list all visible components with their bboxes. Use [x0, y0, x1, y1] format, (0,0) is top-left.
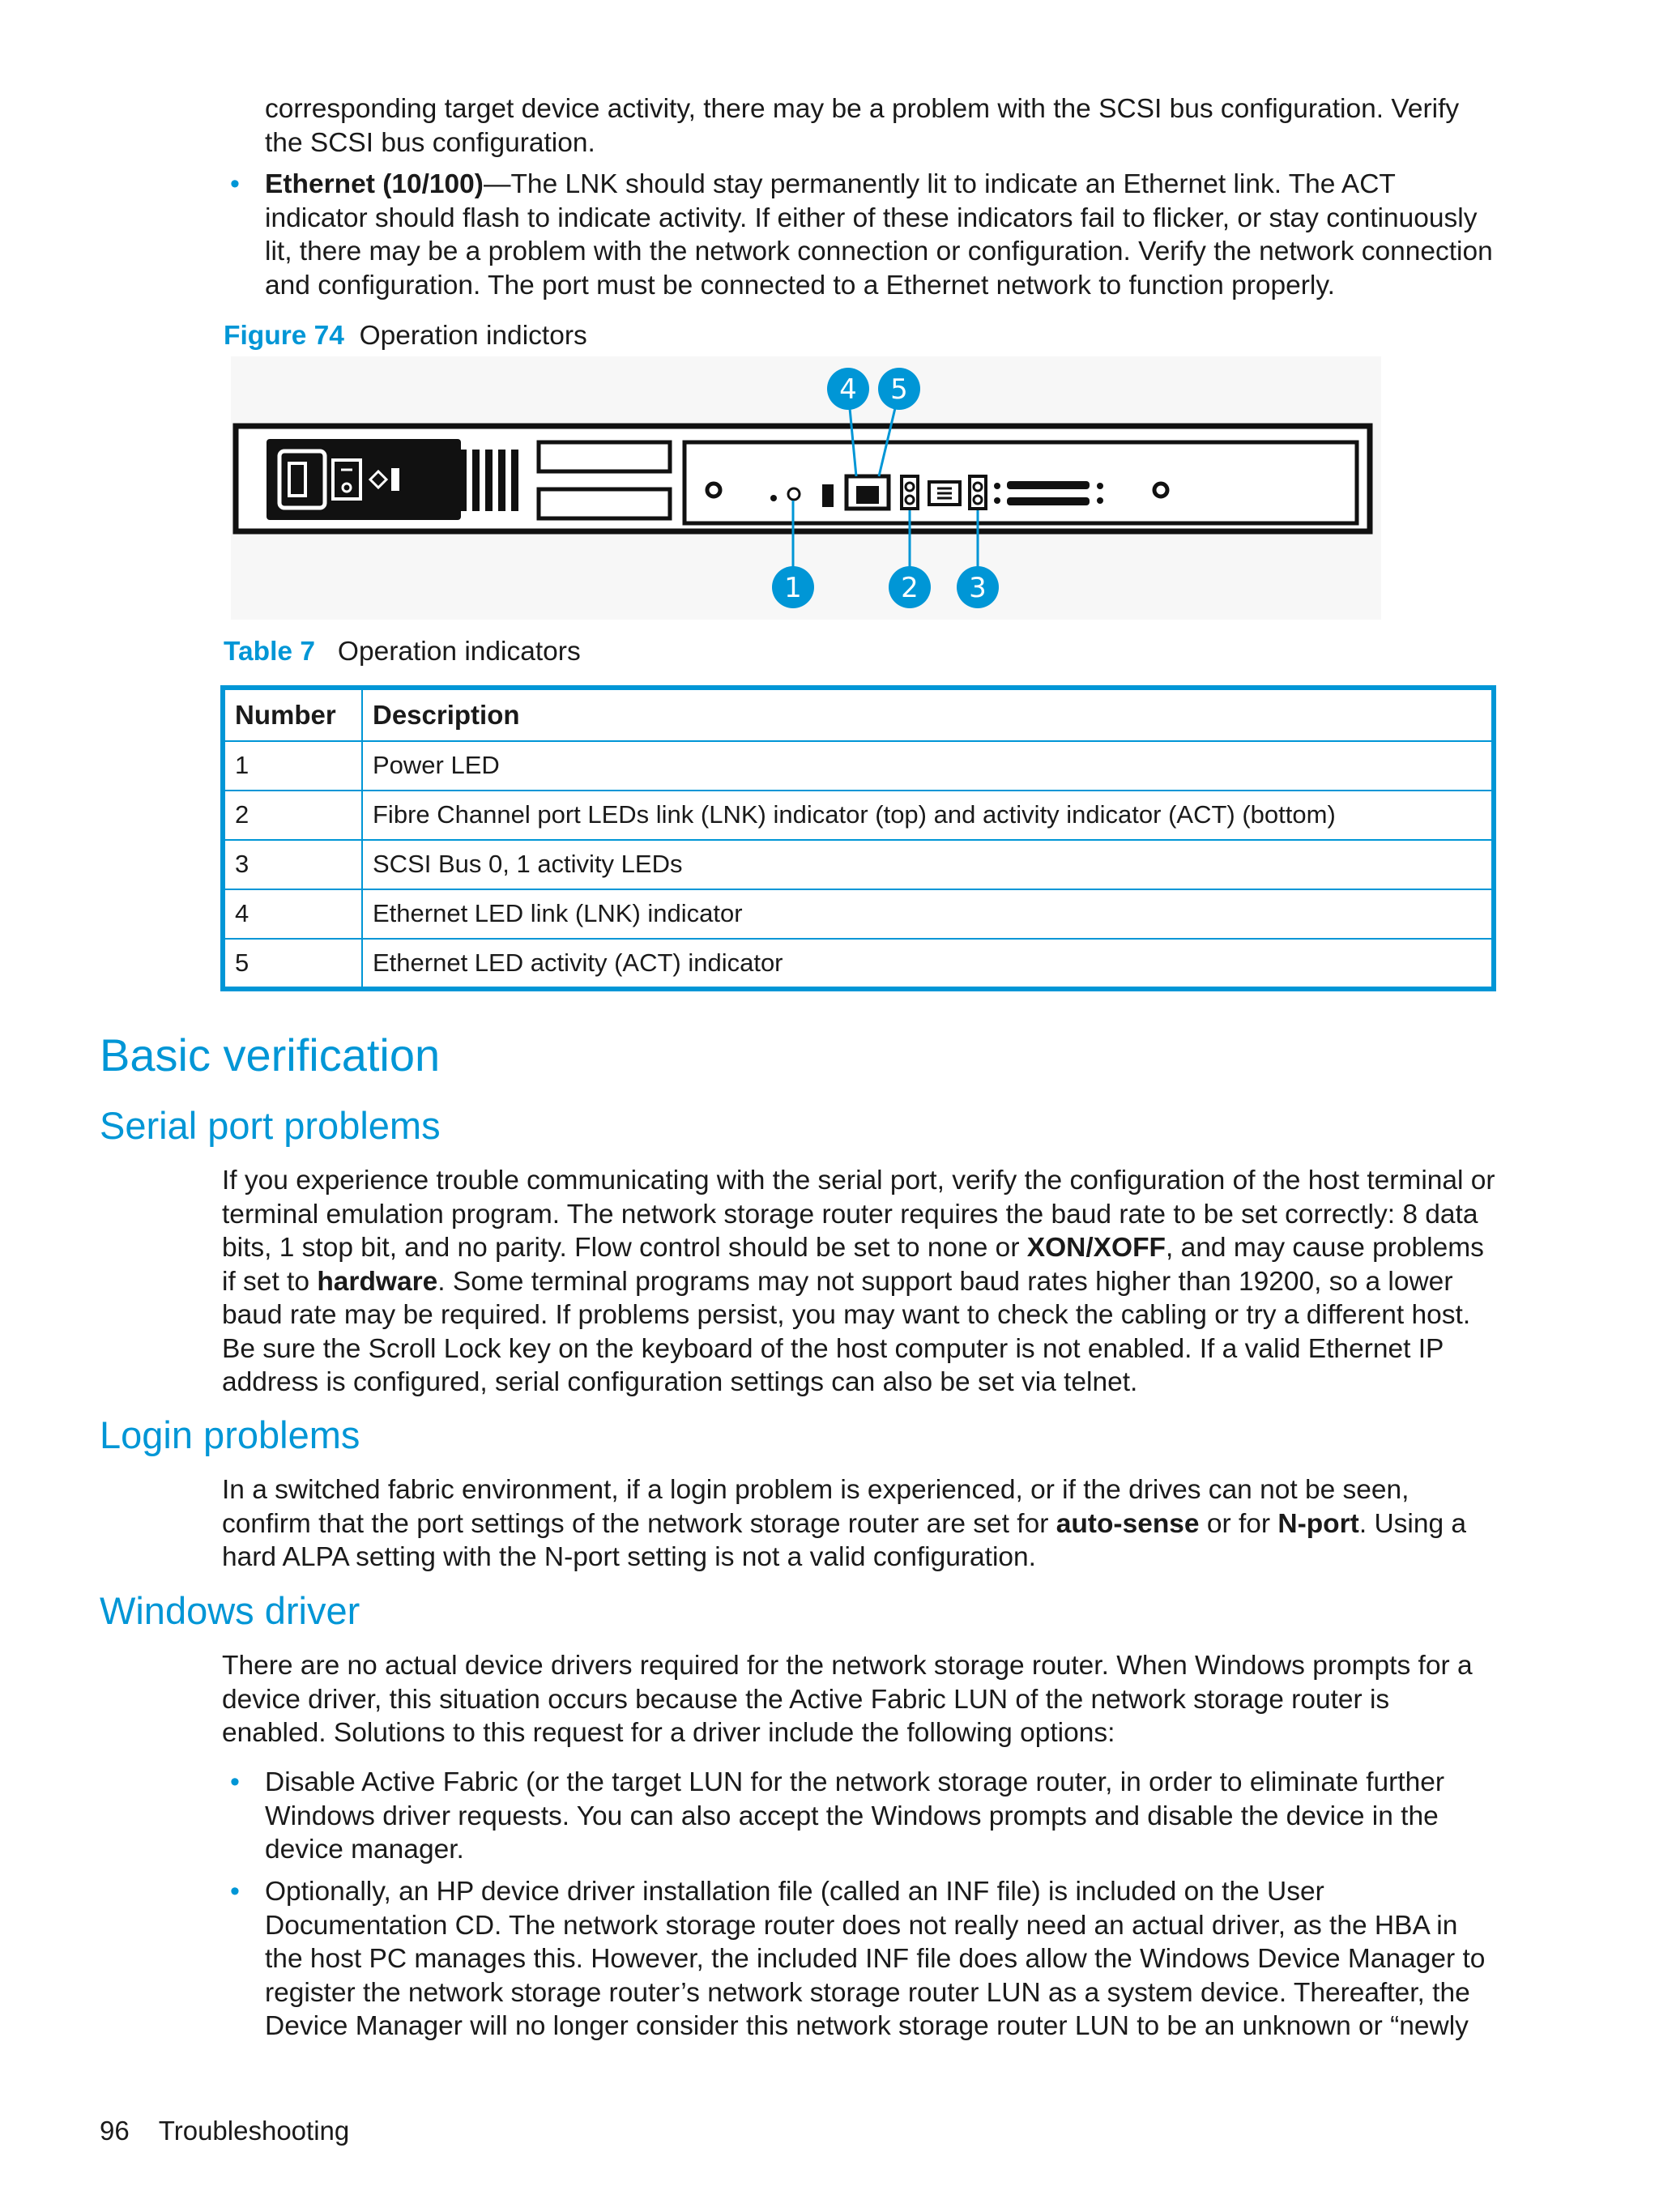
table-row — [225, 889, 1491, 939]
serial-bold-xonxoff: XON/XOFF — [1026, 1233, 1166, 1263]
heading-serial-port: Serial port problems — [100, 1104, 441, 1147]
row-description: SCSI Bus 0, 1 activity LEDs — [362, 840, 1491, 889]
svg-text:2: 2 — [901, 572, 919, 604]
login-paragraph — [222, 1473, 1500, 1575]
login-text-3: . Using a hard ALPA setting with the N-port setting is not a valid configuration. — [222, 1508, 1467, 1572]
callout-1 — [772, 566, 814, 608]
table-label: Table 7 — [224, 637, 315, 667]
bullet-marker: • — [230, 1876, 240, 1907]
footer-section: Troubleshooting — [158, 2116, 350, 2146]
svg-text:5: 5 — [890, 373, 908, 406]
heading-login-problems: Login problems — [100, 1413, 360, 1456]
table-header-row — [225, 690, 1491, 741]
row-number: 2 — [225, 791, 362, 840]
serial-bold-hardware: hardware — [317, 1266, 438, 1297]
login-bold-autosense: auto-sense — [1056, 1508, 1200, 1539]
windows-intro: There are no actual device drivers required for the network storage router. When Windows prompts for a device driver, this situation occurs because the Active Fabric LUN of the network storage router is enabled. Solutions to this request for a driver include the following options: — [222, 1651, 1473, 1748]
windows-bullet-2: Optionally, an HP device driver installation file (called an INF file) is included on the User Documentation CD. The network storage router does not really need an actual driver, as the HBA in the host PC manages this. However, the included INF file does allow the Windows Device Manager to register the network storage router’s network storage router LUN as a system device. Thereafter, the Device Manager will no longer consider this network storage router LUN to be an unknown or “newly — [265, 1877, 1486, 2041]
table-row — [225, 939, 1491, 987]
callout-2 — [889, 566, 931, 608]
header-number: Number — [225, 690, 362, 741]
serial-text-1: If you experience trouble communicating with the serial port, verify the configuration of the host terminal or terminal emulation program. The network storage router requires the baud rate to be set correctly: 8 data bits, 1 stop bit, and no parity. Flow control should be set to none or — [222, 1166, 1495, 1263]
intro-continuation: corresponding target device activity, there may be a problem with the SCSI bus configuration. Verify the SCSI bus configuration. — [265, 94, 1460, 158]
row-number: 3 — [225, 840, 362, 889]
table-row — [225, 741, 1491, 791]
svg-text:3: 3 — [969, 572, 987, 604]
serial-text-3: . Some terminal programs may not support baud rates higher than 19200, so a lower baud rate may be required. If problems persist, you may want to check the cabling or try a different host. Be sure the Scroll Lock key on the keyboard of the host computer is not enabled. If a valid Ethernet IP address is configured, serial configuration settings can also be set via telnet. — [222, 1266, 1471, 1397]
serial-text-2: , and may cause problems if set to — [222, 1233, 1484, 1297]
figure-caption-text: Operation indictors — [359, 321, 587, 351]
login-text-2: or for — [1199, 1508, 1278, 1539]
row-description: Fibre Channel port LEDs link (LNK) indicator (top) and activity indicator (ACT) (bottom) — [362, 791, 1491, 840]
callout-5 — [878, 368, 920, 410]
page-footer — [100, 2114, 349, 2148]
row-number: 4 — [225, 889, 362, 939]
serial-paragraph — [222, 1164, 1500, 1400]
callout-4 — [827, 368, 869, 410]
bullet-marker: • — [230, 168, 240, 199]
row-description: Ethernet LED activity (ACT) indicator — [362, 939, 1491, 987]
svg-text:4: 4 — [839, 373, 857, 406]
heading-windows-driver: Windows driver — [100, 1589, 360, 1632]
table-row — [225, 791, 1491, 840]
figure-caption — [224, 319, 587, 353]
section-title-basic-verification: Basic verification — [100, 1029, 441, 1080]
login-text-1: In a switched fabric environment, if a login problem is experienced, or if the drives can not be seen, confirm that the port settings of the network storage router are set for — [222, 1475, 1410, 1539]
ethernet-label: Ethernet (10/100) — [265, 169, 484, 199]
callout-3 — [957, 566, 999, 608]
page-number: 96 — [100, 2116, 130, 2146]
table-caption — [224, 635, 581, 669]
login-bold-nport: N-port — [1277, 1508, 1359, 1539]
router-panel-diagram — [231, 356, 1381, 620]
scsi-connector — [1007, 481, 1090, 489]
bullet-marker: • — [230, 1767, 240, 1797]
row-number: 5 — [225, 939, 362, 987]
bay-top — [539, 442, 670, 471]
ethernet-text: —The LNK should stay permanently lit to indicate an Ethernet link. The ACT indicator should flash to indicate activity. If either of these indicators fail to flicker, or stay continuously lit, there may be a problem with the network connection or configuration. Verify the network connection and configuration. The port must be connected to a Ethernet network to function properly. — [265, 169, 1493, 300]
windows-bullet-1: Disable Active Fabric (or the target LUN for the network storage router, in order to eliminate further Windows driver requests. You can also accept the Windows prompts and disable the device in the device manager. — [265, 1767, 1445, 1865]
row-description: Ethernet LED link (LNK) indicator — [362, 889, 1491, 939]
bay-bottom — [539, 489, 670, 518]
svg-text:1: 1 — [784, 572, 802, 604]
table-row — [225, 840, 1491, 889]
table-caption-text: Operation indicators — [337, 637, 581, 667]
figure-label: Figure 74 — [224, 321, 344, 351]
row-number: 1 — [225, 741, 362, 791]
header-description: Description — [362, 690, 1491, 741]
ethernet-bullet — [265, 168, 1500, 302]
operation-indicators-table — [220, 685, 1496, 991]
row-description: Power LED — [362, 741, 1491, 791]
